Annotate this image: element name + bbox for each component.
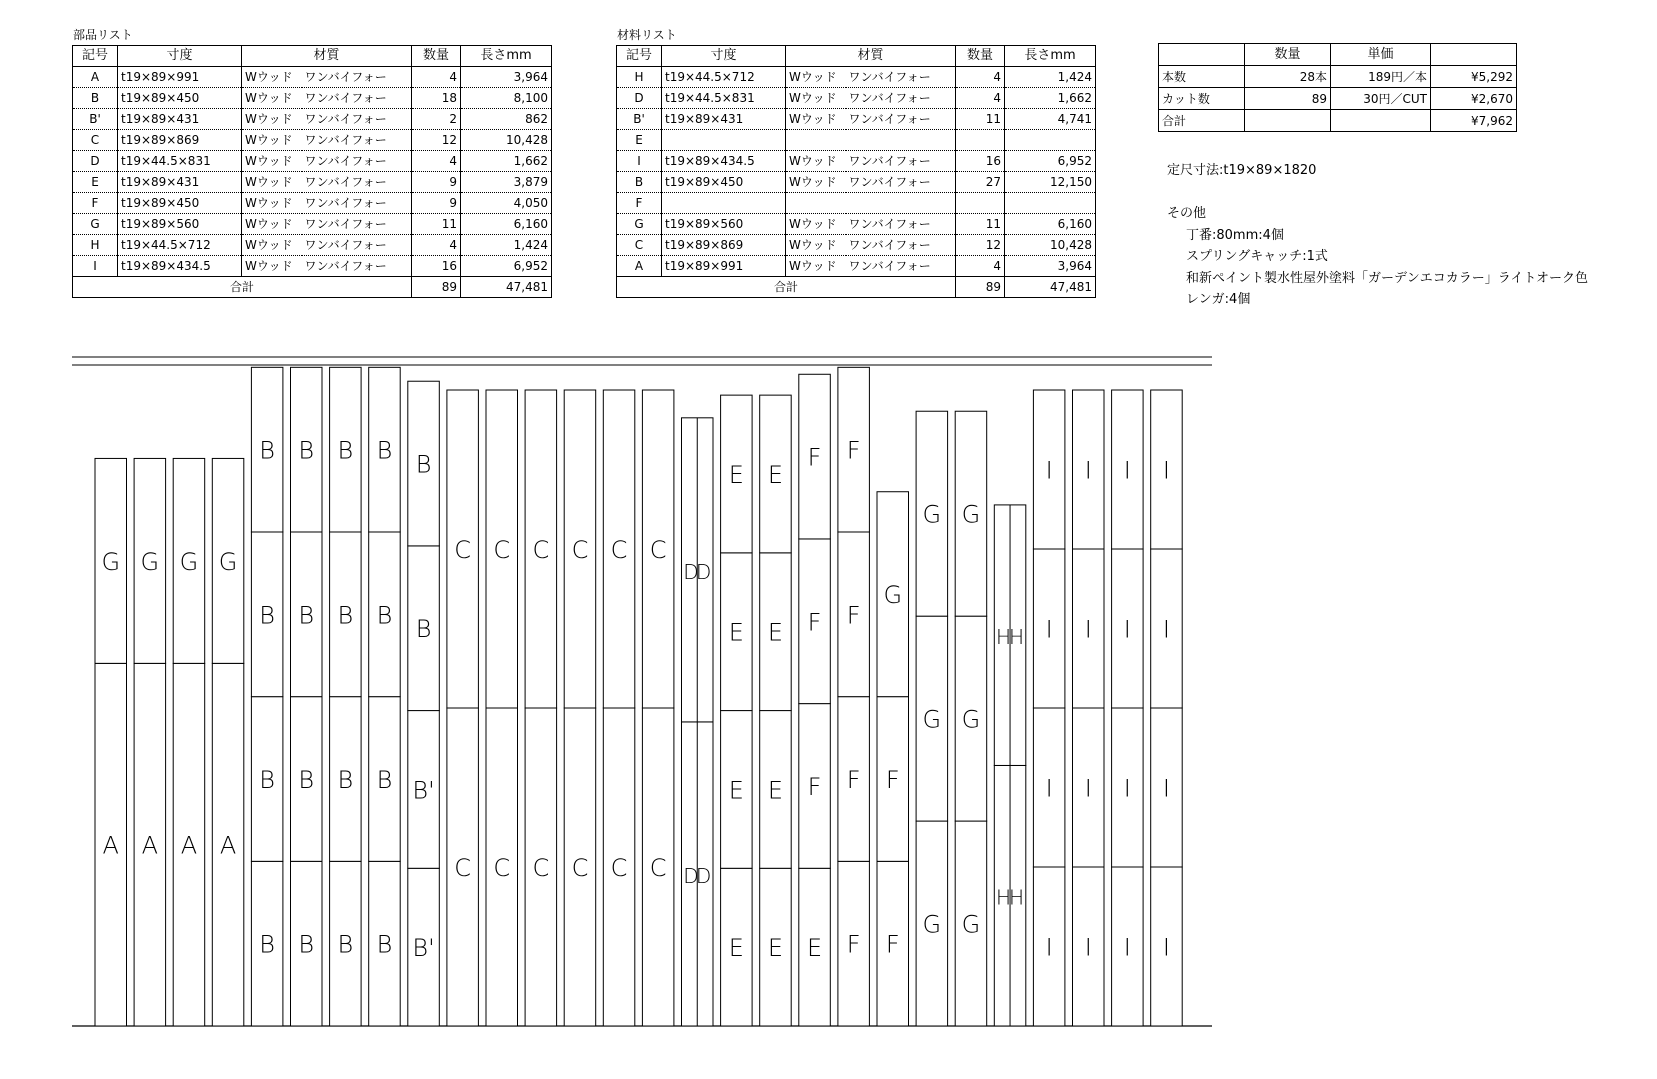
piece-label: B xyxy=(337,765,354,794)
symbol-cell: F xyxy=(73,193,118,214)
material-type-cell: ワンバイフォー xyxy=(302,193,412,214)
piece-label: B xyxy=(298,765,315,794)
piece-label: E xyxy=(767,776,784,805)
piece-label: I xyxy=(1045,774,1053,803)
piece-label: B xyxy=(337,436,354,465)
piece-label: F xyxy=(846,930,861,959)
qty-cell: 2 xyxy=(412,109,461,130)
length-cell: 1,424 xyxy=(461,235,552,256)
cost-amount: ¥7,962 xyxy=(1431,110,1517,132)
material-cell: Wウッド xyxy=(242,172,302,193)
qty-cell: 18 xyxy=(412,88,461,109)
size-cell: t19×44.5×831 xyxy=(118,151,242,172)
material-type-cell: ワンバイフォー xyxy=(846,109,956,130)
piece-label: G xyxy=(883,581,903,610)
material-cell: Wウッド xyxy=(242,256,302,277)
piece-label: I xyxy=(1084,615,1092,644)
piece-label: F xyxy=(846,765,861,794)
symbol-cell: I xyxy=(617,151,662,172)
cost-qty: 28本 xyxy=(1245,66,1331,88)
piece-label: E xyxy=(767,618,784,647)
piece-label: F xyxy=(807,772,822,801)
piece-label: G xyxy=(140,547,160,576)
piece-label: C xyxy=(532,854,550,883)
cost-unit-price: 189円／本 xyxy=(1331,66,1431,88)
total-label: 合計 xyxy=(73,277,412,298)
cost-amount: ¥5,292 xyxy=(1431,66,1517,88)
material-type-cell: ワンバイフォー xyxy=(846,172,956,193)
material-type-cell: ワンバイフォー xyxy=(302,88,412,109)
header-material: 材質 xyxy=(242,46,412,67)
piece-label: C xyxy=(649,536,667,565)
piece-label: HH xyxy=(996,885,1025,910)
header-qty: 数量 xyxy=(412,46,461,67)
piece-label: B' xyxy=(412,776,435,805)
piece-label: A xyxy=(141,831,159,860)
piece-label: B' xyxy=(412,934,435,963)
material-cell: Wウッド xyxy=(242,193,302,214)
header-length: 長さmm xyxy=(461,46,552,67)
material-type-cell: ワンバイフォー xyxy=(302,67,412,88)
piece-label: HH xyxy=(996,625,1025,650)
piece-label: E xyxy=(728,618,744,647)
total-length: 47,481 xyxy=(461,277,552,298)
qty-cell: 11 xyxy=(412,214,461,235)
material-cell: Wウッド xyxy=(786,235,846,256)
piece-label: B xyxy=(337,930,354,959)
cost-label: 本数 xyxy=(1159,66,1245,88)
piece-label: I xyxy=(1045,933,1053,962)
symbol-cell: E xyxy=(617,130,662,151)
piece-label: B xyxy=(376,601,393,630)
symbol-cell: B xyxy=(617,172,662,193)
symbol-cell: A xyxy=(73,67,118,88)
qty-cell: 4 xyxy=(412,235,461,256)
symbol-cell: B' xyxy=(73,109,118,130)
symbol-cell: A xyxy=(617,256,662,277)
symbol-cell: G xyxy=(73,214,118,235)
material-cell: Wウッド xyxy=(242,88,302,109)
piece-label: G xyxy=(218,547,238,576)
piece-label: I xyxy=(1123,933,1131,962)
size-cell: t19×89×869 xyxy=(662,235,786,256)
size-cell: t19×44.5×712 xyxy=(662,67,786,88)
size-cell: t19×89×869 xyxy=(118,130,242,151)
material-type-cell: ワンバイフォー xyxy=(846,67,956,88)
total-qty: 89 xyxy=(956,277,1005,298)
piece-label: B xyxy=(376,436,393,465)
piece-label: C xyxy=(532,536,550,565)
total-label: 合計 xyxy=(617,277,956,298)
piece-label: I xyxy=(1162,774,1170,803)
symbol-cell: B xyxy=(73,88,118,109)
piece-label: E xyxy=(767,460,784,489)
size-cell: t19×89×431 xyxy=(118,109,242,130)
piece-label: B xyxy=(376,765,393,794)
material-cell: Wウッド xyxy=(242,130,302,151)
total-qty: 89 xyxy=(412,277,461,298)
piece-label: F xyxy=(846,601,861,630)
symbol-cell: D xyxy=(617,88,662,109)
cost-label: カット数 xyxy=(1159,88,1245,110)
piece-label: I xyxy=(1162,933,1170,962)
piece-label: B xyxy=(376,930,393,959)
piece-label: I xyxy=(1162,456,1170,485)
other-item: レンガ:4個 xyxy=(1186,292,1251,307)
piece-label: E xyxy=(728,934,744,963)
material-type-cell: ワンバイフォー xyxy=(302,256,412,277)
header-size: 寸度 xyxy=(118,46,242,67)
piece-label: A xyxy=(180,831,198,860)
length-cell: 4,050 xyxy=(461,193,552,214)
size-cell: t19×89×431 xyxy=(662,109,786,130)
length-cell: 10,428 xyxy=(461,130,552,151)
other-title: その他 xyxy=(1167,206,1207,221)
piece-label: G xyxy=(922,500,942,529)
piece-label: I xyxy=(1084,774,1092,803)
header-symbol: 記号 xyxy=(73,46,118,67)
qty-cell: 16 xyxy=(956,151,1005,172)
symbol-cell: E xyxy=(73,172,118,193)
size-cell: t19×89×450 xyxy=(662,172,786,193)
piece-label: C xyxy=(610,536,628,565)
qty-cell: 12 xyxy=(956,235,1005,256)
material-cell: Wウッド xyxy=(242,235,302,256)
piece-label: C xyxy=(493,536,511,565)
header-symbol: 記号 xyxy=(617,46,662,67)
material-cell: Wウッド xyxy=(786,88,846,109)
qty-cell: 4 xyxy=(412,67,461,88)
length-cell: 1,662 xyxy=(461,151,552,172)
size-cell: t19×89×450 xyxy=(118,88,242,109)
material-cell: Wウッド xyxy=(786,214,846,235)
size-cell: t19×44.5×831 xyxy=(662,88,786,109)
piece-label: DD xyxy=(683,863,712,888)
piece-label: E xyxy=(806,934,823,963)
piece-label: G xyxy=(961,500,981,529)
piece-label: E xyxy=(767,934,784,963)
piece-label: I xyxy=(1045,615,1053,644)
qty-cell: 16 xyxy=(412,256,461,277)
qty-cell: 9 xyxy=(412,172,461,193)
piece-label: F xyxy=(807,443,822,472)
qty-cell: 9 xyxy=(412,193,461,214)
piece-label: B xyxy=(259,765,276,794)
piece-label: B xyxy=(298,601,315,630)
piece-label: C xyxy=(649,854,667,883)
piece-label: C xyxy=(571,854,589,883)
length-cell: 6,952 xyxy=(461,256,552,277)
piece-label: B xyxy=(259,930,276,959)
material-type-cell: ワンバイフォー xyxy=(302,214,412,235)
piece-label: C xyxy=(493,854,511,883)
length-cell: 3,964 xyxy=(461,67,552,88)
symbol-cell: H xyxy=(73,235,118,256)
piece-label: C xyxy=(610,854,628,883)
piece-label: A xyxy=(219,831,237,860)
length-cell: 6,160 xyxy=(1005,214,1096,235)
piece-label: I xyxy=(1123,456,1131,485)
header-size: 寸度 xyxy=(662,46,786,67)
qty-cell: 27 xyxy=(956,172,1005,193)
piece-label: E xyxy=(728,460,744,489)
symbol-cell: F xyxy=(617,193,662,214)
material-type-cell: ワンバイフォー xyxy=(302,172,412,193)
material-type-cell: ワンバイフォー xyxy=(302,235,412,256)
piece-label: C xyxy=(454,536,472,565)
length-cell: 12,150 xyxy=(1005,172,1096,193)
material-cell: Wウッド xyxy=(242,214,302,235)
material-type-cell: ワンバイフォー xyxy=(846,151,956,172)
length-cell: 6,160 xyxy=(461,214,552,235)
qty-cell: 4 xyxy=(956,88,1005,109)
qty-cell: 4 xyxy=(956,67,1005,88)
symbol-cell: C xyxy=(73,130,118,151)
size-cell: t19×89×434.5 xyxy=(118,256,242,277)
piece-label: I xyxy=(1162,615,1170,644)
piece-label: G xyxy=(922,910,942,939)
standard-size-note: 定尺寸法:t19×89×1820 xyxy=(1167,163,1317,178)
piece-label: E xyxy=(728,776,744,805)
piece-label: I xyxy=(1045,456,1053,485)
header-qty: 数量 xyxy=(956,46,1005,67)
length-cell: 1,424 xyxy=(1005,67,1096,88)
cost-amount: ¥2,670 xyxy=(1431,88,1517,110)
symbol-cell: C xyxy=(617,235,662,256)
material-cell: Wウッド xyxy=(242,109,302,130)
size-cell: t19×89×431 xyxy=(118,172,242,193)
symbol-cell: G xyxy=(617,214,662,235)
piece-label: B xyxy=(259,601,276,630)
length-cell: 3,964 xyxy=(1005,256,1096,277)
qty-cell: 11 xyxy=(956,109,1005,130)
piece-label: B xyxy=(259,436,276,465)
header-material: 材質 xyxy=(786,46,956,67)
symbol-cell: B' xyxy=(617,109,662,130)
qty-cell: 4 xyxy=(956,256,1005,277)
size-cell: t19×89×991 xyxy=(118,67,242,88)
material-type-cell: ワンバイフォー xyxy=(846,256,956,277)
cost-header-cell: 数量 xyxy=(1245,44,1331,66)
length-cell: 3,879 xyxy=(461,172,552,193)
piece-label: G xyxy=(961,910,981,939)
other-item: スプリングキャッチ:1式 xyxy=(1186,249,1328,264)
length-cell: 8,100 xyxy=(461,88,552,109)
piece-label: I xyxy=(1084,456,1092,485)
material-type-cell: ワンバイフォー xyxy=(302,151,412,172)
piece-label: C xyxy=(571,536,589,565)
header-length: 長さmm xyxy=(1005,46,1096,67)
piece-label: F xyxy=(846,436,861,465)
length-cell: 862 xyxy=(461,109,552,130)
material-cell: Wウッド xyxy=(242,151,302,172)
material-cell: Wウッド xyxy=(242,67,302,88)
size-cell: t19×89×450 xyxy=(118,193,242,214)
piece-label: G xyxy=(922,705,942,734)
material-list-caption: 材料リスト xyxy=(617,28,677,42)
cost-header-cell: 単価 xyxy=(1331,44,1431,66)
other-item: 丁番:80mm:4個 xyxy=(1186,227,1284,243)
size-cell: t19×89×991 xyxy=(662,256,786,277)
cost-qty: 89 xyxy=(1245,88,1331,110)
parts-list-caption: 部品リスト xyxy=(73,28,133,42)
material-type-cell: ワンバイフォー xyxy=(846,214,956,235)
cost-unit-price: 30円／CUT xyxy=(1331,88,1431,110)
piece-label: C xyxy=(454,854,472,883)
piece-label: G xyxy=(179,547,199,576)
material-type-cell: ワンバイフォー xyxy=(846,235,956,256)
other-item: 和新ペイント製水性屋外塗料「ガーデンエコカラー」ライトオーク色 xyxy=(1186,270,1588,286)
piece-label: F xyxy=(885,930,900,959)
piece-label: B xyxy=(415,615,432,644)
piece-label: B xyxy=(337,601,354,630)
material-type-cell: ワンバイフォー xyxy=(846,88,956,109)
qty-cell: 12 xyxy=(412,130,461,151)
material-cell: Wウッド xyxy=(786,172,846,193)
cost-label: 合計 xyxy=(1159,110,1245,132)
material-type-cell: ワンバイフォー xyxy=(302,109,412,130)
material-cell: Wウッド xyxy=(786,67,846,88)
total-length: 47,481 xyxy=(1005,277,1096,298)
length-cell: 10,428 xyxy=(1005,235,1096,256)
qty-cell: 4 xyxy=(412,151,461,172)
symbol-cell: H xyxy=(617,67,662,88)
size-cell: t19×44.5×712 xyxy=(118,235,242,256)
qty-cell: 11 xyxy=(956,214,1005,235)
length-cell: 6,952 xyxy=(1005,151,1096,172)
piece-label: B xyxy=(298,436,315,465)
material-type-cell: ワンバイフォー xyxy=(302,130,412,151)
piece-label: G xyxy=(101,547,121,576)
length-cell: 1,662 xyxy=(1005,88,1096,109)
material-cell: Wウッド xyxy=(786,109,846,130)
symbol-cell: I xyxy=(73,256,118,277)
piece-label: B xyxy=(415,450,432,479)
piece-label: I xyxy=(1084,933,1092,962)
size-cell: t19×89×560 xyxy=(662,214,786,235)
piece-label: F xyxy=(885,765,900,794)
piece-label: A xyxy=(102,831,119,860)
piece-label: F xyxy=(807,608,822,637)
size-cell: t19×89×560 xyxy=(118,214,242,235)
piece-label: B xyxy=(298,930,315,959)
material-cell: Wウッド xyxy=(786,151,846,172)
length-cell: 4,741 xyxy=(1005,109,1096,130)
material-cell: Wウッド xyxy=(786,256,846,277)
piece-label: DD xyxy=(683,559,712,584)
piece-label: I xyxy=(1123,774,1131,803)
symbol-cell: D xyxy=(73,151,118,172)
piece-label: I xyxy=(1123,615,1131,644)
size-cell: t19×89×434.5 xyxy=(662,151,786,172)
piece-label: G xyxy=(961,705,981,734)
